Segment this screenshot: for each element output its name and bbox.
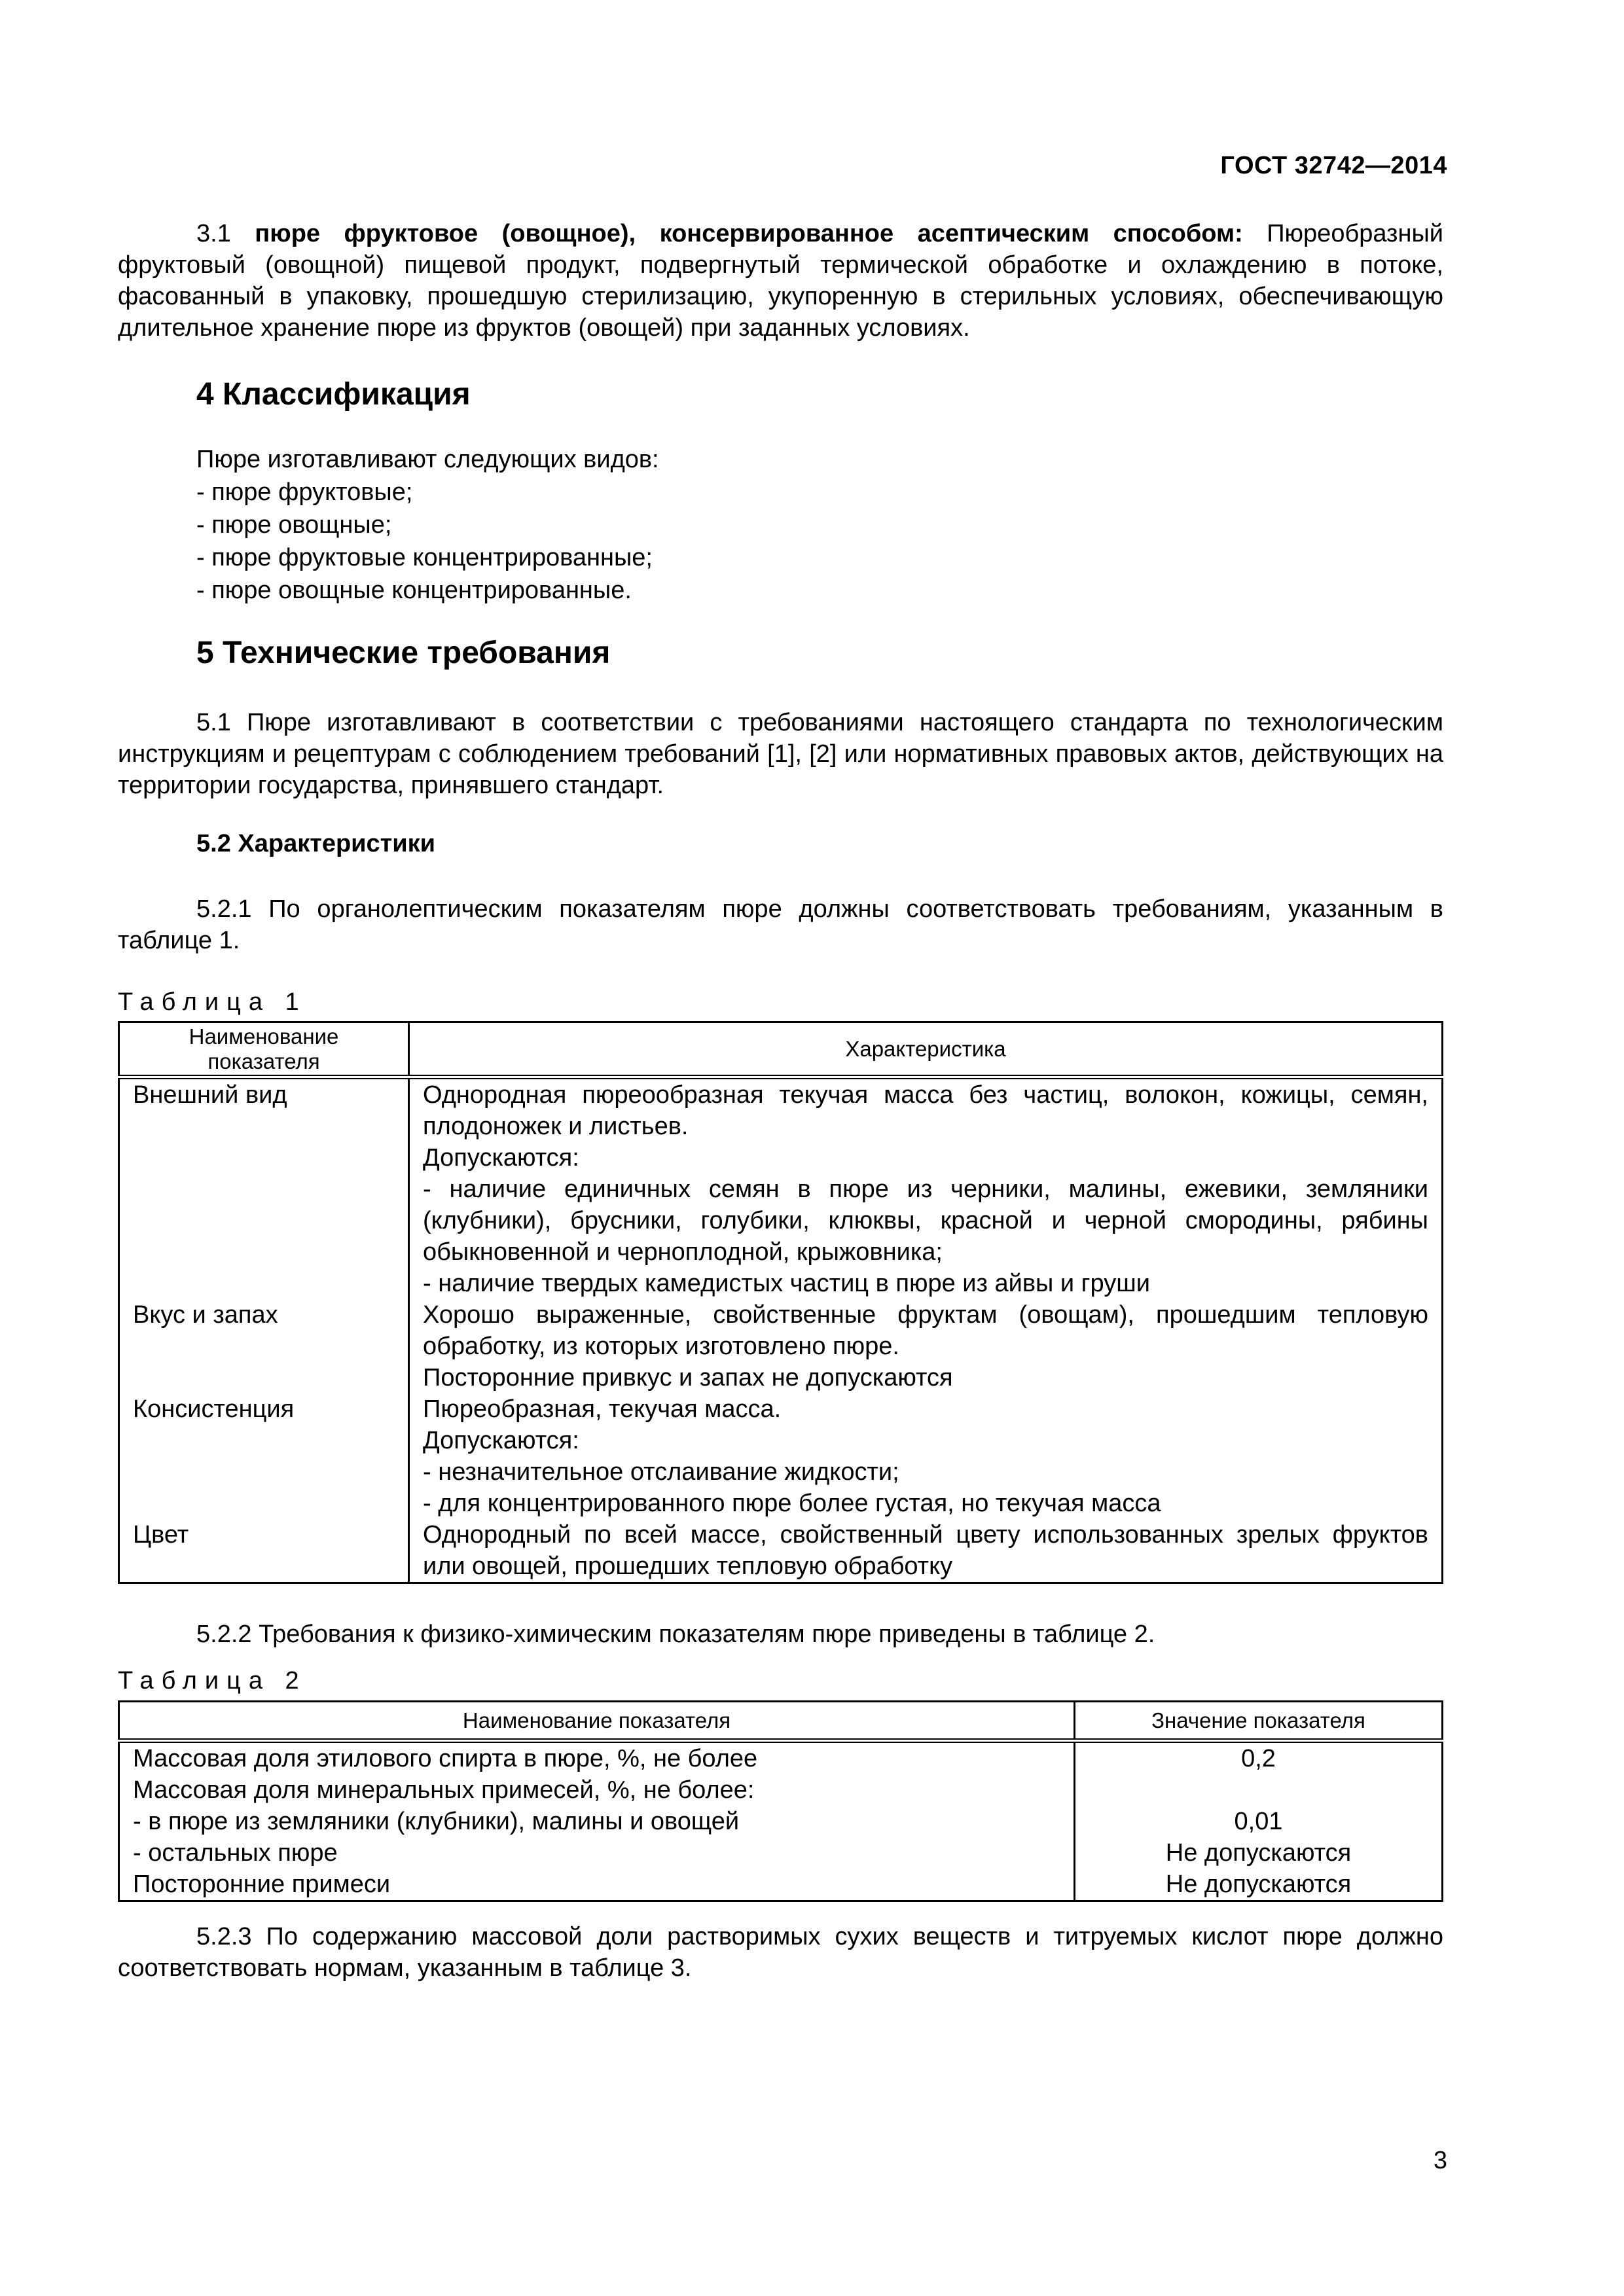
list-item: - пюре овощные; (196, 511, 392, 539)
indicator-name: Массовая доля минеральных примесей, %, не более: (119, 1774, 1075, 1806)
definition-term: пюре фруктовое (овощное), консервированное асептическим способом: (255, 220, 1243, 247)
paragraph-5-2-3 (118, 1921, 1443, 1984)
table-1 (118, 1021, 1443, 1584)
section-5-title: 5 Технические требования (196, 636, 611, 670)
document-header: ГОСТ 32742—2014 (1220, 152, 1447, 179)
indicator-name: - остальных пюре (119, 1837, 1075, 1869)
paragraph-5-1 (118, 707, 1443, 801)
definition-text: Пюреобразный фруктовый (овощной) пищевой продукт, подвергнутый термической обработке и охлаждению в потоке, фасованный в упаковку, прошедшую стерилизацию, укупоренную в стерильных условиях, обеспечивающую длительное хранение пюре из фруктов (овощей) при заданных условиях. (118, 220, 1444, 342)
indicator-name: Внешний вид (119, 1077, 409, 1300)
table-row (119, 1299, 1443, 1393)
indicator-value: 0,2 (1075, 1741, 1443, 1775)
indicator-characteristic: Хорошо выраженные, свойственные фруктам (овощам), прошедшим тепловую обработку, из которых изготовлено пюре. Посторонние привкус и запах не допускаются (409, 1299, 1443, 1393)
list-item: - пюре фруктовые концентрированные; (196, 544, 653, 571)
definition-number: 3.1 (196, 220, 231, 247)
list-item: - пюре овощные концентрированные. (196, 577, 632, 604)
list-item: - пюре фруктовые; (196, 478, 413, 506)
table-row (119, 1741, 1443, 1775)
table-row (119, 1837, 1443, 1869)
indicator-name: Цвет (119, 1519, 409, 1583)
table-row (119, 1077, 1443, 1300)
table-row (119, 1869, 1443, 1901)
page-number: 3 (1433, 2147, 1447, 2174)
indicator-value: 0,01 (1075, 1806, 1443, 1837)
column-header: Наименование показателя (119, 1022, 409, 1077)
table-2 (118, 1700, 1443, 1902)
indicator-characteristic: Однородная пюреообразная текучая масса без частиц, волокон, кожицы, семян, плодоножек и листьев. Допускаются: - наличие единичных семян в пюре из черники, малины, ежевики, земляники (клубники), брусники, голубики, клюквы, красной и черной смородины, рябины обыкновенной и черноплодной, крыжовника; - наличие твердых камедистых частиц в пюре из айвы и груши (409, 1077, 1443, 1300)
section-4-title: 4 Классификация (196, 377, 471, 412)
indicator-value: Не допускаются (1075, 1869, 1443, 1901)
paragraph-5-2-3-text: 5.2.3 По содержанию массовой доли растворимых сухих веществ и титруемых кислот пюре должно соответствовать нормам, указанным в таблице 3. (118, 1923, 1443, 1982)
table-1-caption: Таблица 1 (118, 988, 307, 1016)
table-row (119, 1519, 1443, 1583)
definition-paragraph (118, 218, 1443, 344)
table-row (119, 1393, 1443, 1519)
paragraph-5-2-2-text: 5.2.2 Требования к физико-химическим показателям пюре приведены в таблице 2. (196, 1621, 1155, 1648)
table-row (119, 1774, 1443, 1806)
column-header: Наименование показателя (119, 1702, 1075, 1741)
section-5-2-title: 5.2 Характеристики (196, 830, 436, 857)
indicator-characteristic: Пюреобразная, текучая масса. Допускаются: - незначительное отслаивание жидкости; - для концентрированного пюре более густая, но текучая масса (409, 1393, 1443, 1519)
paragraph-5-2-2 (118, 1619, 1443, 1650)
paragraph-5-2-1-text: 5.2.1 По органолептическим показателям пюре должны соответствовать требованиям, указанным в таблице 1. (118, 895, 1443, 954)
indicator-name: Массовая доля этилового спирта в пюре, %, не более (119, 1741, 1075, 1775)
table-header-row (119, 1022, 1443, 1077)
classification-lead: Пюре изготавливают следующих видов: (196, 446, 659, 473)
table-row (119, 1806, 1443, 1837)
paragraph-5-2-1 (118, 893, 1443, 956)
indicator-name: Консистенция (119, 1393, 409, 1519)
indicator-value: Не допускаются (1075, 1837, 1443, 1869)
indicator-name: - в пюре из земляники (клубники), малины и овощей (119, 1806, 1075, 1837)
table-header-row (119, 1702, 1443, 1741)
table-2-caption: Таблица 2 (118, 1667, 307, 1695)
column-header: Характеристика (409, 1022, 1443, 1077)
column-header: Значение показателя (1075, 1702, 1443, 1741)
classification-list (196, 443, 659, 607)
indicator-name: Посторонние примеси (119, 1869, 1075, 1901)
indicator-characteristic: Однородный по всей массе, свойственный цвету использованных зрелых фруктов или овощей, прошедших тепловую обработку (409, 1519, 1443, 1583)
indicator-name: Вкус и запах (119, 1299, 409, 1393)
indicator-value (1075, 1774, 1443, 1806)
paragraph-5-1-text: 5.1 Пюре изготавливают в соответствии с требованиями настоящего стандарта по технологическим инструкциям и рецептурам с соблюдением требований [1], [2] или нормативных правовых актов, действующих на территории государства, принявшего стандарт. (118, 709, 1443, 799)
